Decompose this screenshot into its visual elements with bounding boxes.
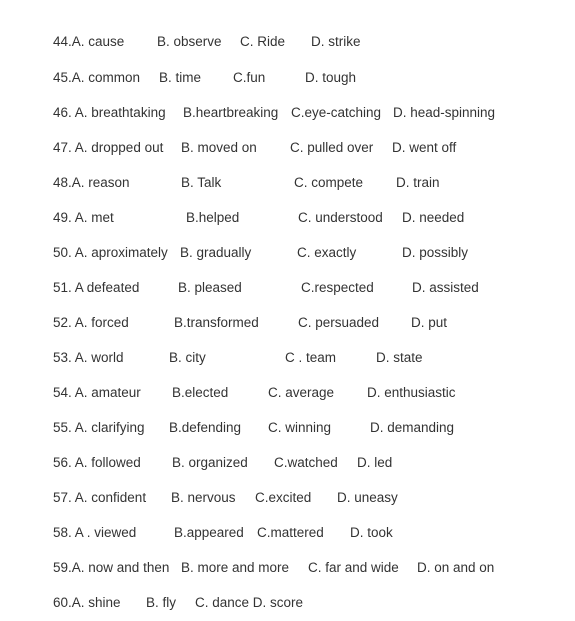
- option-a: 60.A. shine: [53, 595, 121, 610]
- option-a: 56. A. followed: [53, 455, 141, 470]
- option-c: C. compete: [294, 175, 364, 190]
- option-d: D. tough: [305, 70, 357, 85]
- option-c: C. exactly: [297, 245, 357, 260]
- option-a: 44.A. cause: [53, 34, 125, 49]
- option-b: B. gradually: [180, 245, 252, 260]
- option-c: C.fun: [233, 70, 266, 85]
- option-c: C. winning: [268, 420, 332, 435]
- option-a: 47. A. dropped out: [53, 140, 164, 155]
- option-c: C.excited: [255, 490, 312, 505]
- option-b: B. time: [159, 70, 202, 85]
- option-d: D. put: [411, 315, 448, 330]
- option-b: B. nervous: [171, 490, 236, 505]
- option-c: C. dance D. score: [195, 595, 304, 610]
- question-48: [0, 173, 575, 193]
- question-44: [0, 32, 575, 52]
- option-b: B. organized: [172, 455, 248, 470]
- question-45: [0, 68, 575, 88]
- option-a: 48.A. reason: [53, 175, 130, 190]
- option-a: 54. A. amateur: [53, 385, 141, 400]
- question-56: [0, 453, 575, 473]
- option-a: 59.A. now and then: [53, 560, 170, 575]
- option-c: C. pulled over: [290, 140, 374, 155]
- option-c: C.eye-catching: [291, 105, 382, 120]
- option-a: 57. A. confident: [53, 490, 147, 505]
- option-a: 52. A. forced: [53, 315, 129, 330]
- question-54: [0, 383, 575, 403]
- option-a: 58. A . viewed: [53, 525, 137, 540]
- option-b: B. city: [169, 350, 206, 365]
- option-a: 51. A defeated: [53, 280, 140, 295]
- option-b: B.appeared: [174, 525, 244, 540]
- question-50: [0, 243, 575, 263]
- option-c: C.respected: [301, 280, 374, 295]
- question-49: [0, 208, 575, 228]
- option-c: C.watched: [274, 455, 338, 470]
- option-a: 46. A. breathtaking: [53, 105, 166, 120]
- option-b: B. more and more: [181, 560, 290, 575]
- option-c: C. far and wide: [308, 560, 399, 575]
- question-46: [0, 103, 575, 123]
- option-d: D. possibly: [402, 245, 469, 260]
- option-d: D. assisted: [412, 280, 479, 295]
- option-b: B. fly: [146, 595, 177, 610]
- question-51: [0, 278, 575, 298]
- question-53: [0, 348, 575, 368]
- option-d: D. uneasy: [337, 490, 398, 505]
- option-c: C. average: [268, 385, 335, 400]
- option-d: D. head-spinning: [393, 105, 496, 120]
- option-d: D. enthusiastic: [367, 385, 456, 400]
- option-d: D. needed: [402, 210, 465, 225]
- option-a: 45.A. common: [53, 70, 141, 85]
- option-a: 53. A. world: [53, 350, 124, 365]
- option-a: 50. A. aproximately: [53, 245, 168, 260]
- option-c: C.mattered: [257, 525, 324, 540]
- question-57: [0, 488, 575, 508]
- option-a: 55. A. clarifying: [53, 420, 145, 435]
- option-c: C. persuaded: [298, 315, 380, 330]
- question-55: [0, 418, 575, 438]
- question-60: [0, 593, 575, 613]
- option-c: C. Ride: [240, 34, 286, 49]
- option-a: 49. A. met: [53, 210, 114, 225]
- option-b: B.elected: [172, 385, 229, 400]
- option-d: D. strike: [311, 34, 361, 49]
- option-d: D. demanding: [370, 420, 455, 435]
- option-d: D. train: [396, 175, 440, 190]
- option-d: D. led: [357, 455, 393, 470]
- option-d: D. took: [350, 525, 393, 540]
- option-d: D. on and on: [417, 560, 495, 575]
- option-b: B.heartbreaking: [183, 105, 279, 120]
- option-b: B. Talk: [181, 175, 222, 190]
- option-b: B.defending: [169, 420, 242, 435]
- option-b: B. moved on: [181, 140, 257, 155]
- option-b: B. pleased: [178, 280, 242, 295]
- option-d: D. state: [376, 350, 423, 365]
- option-c: C . team: [285, 350, 337, 365]
- question-47: [0, 138, 575, 158]
- option-b: B.transformed: [174, 315, 259, 330]
- question-52: [0, 313, 575, 333]
- option-c: C. understood: [298, 210, 383, 225]
- option-d: D. went off: [392, 140, 457, 155]
- question-58: [0, 523, 575, 543]
- question-59: [0, 558, 575, 578]
- option-b: B. observe: [157, 34, 222, 49]
- option-b: B.helped: [186, 210, 240, 225]
